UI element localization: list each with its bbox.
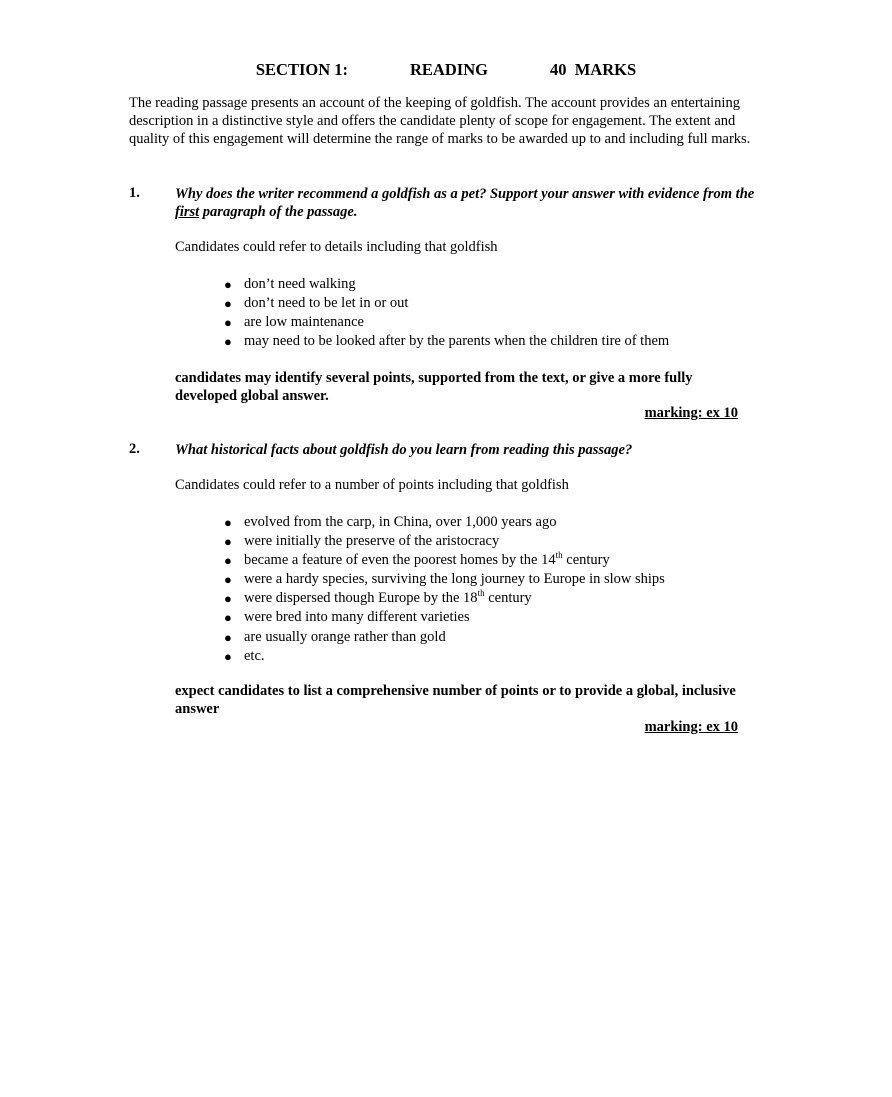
- bullet-icon: ●: [224, 591, 232, 607]
- list-item: ● don’t need to be let in or out: [222, 294, 669, 313]
- bullet-icon: ●: [224, 610, 232, 626]
- question-1-marking: marking: ex 10: [644, 405, 738, 421]
- intro-paragraph: The reading passage presents an account of the keeping of goldfish. The account provides an entertaining description in a distinctive style and offers the candidate plenty of scope for engagement. The extent and quality of this engagement will determine the range of marks to be awarded up to and including full marks.: [129, 95, 751, 148]
- list-item: ● don’t need walking: [222, 275, 669, 294]
- list-item: ● may need to be looked after by the parents when the children tire of them: [222, 332, 669, 351]
- bullet-icon: ●: [224, 648, 232, 664]
- bullet-icon: ●: [224, 296, 232, 312]
- bullet-icon: ●: [224, 515, 232, 530]
- question-2-text: What historical facts about goldfish do you learn from reading this passage?: [175, 442, 633, 458]
- question-1-text-start: Why does the writer recommend a goldfish as a pet? Support your answer with evidence from the: [175, 186, 755, 202]
- bullet-icon: ●: [224, 629, 232, 645]
- list-item: ● became a feature of even the poorest homes by the 14th century: [222, 551, 665, 570]
- bullet-icon: ●: [224, 572, 232, 588]
- question-1-bullet-list: [222, 275, 669, 351]
- question-2-guidance: expect candidates to list a comprehensive number of points or to provide a global, inclusive answer: [175, 683, 736, 717]
- list-item: ● evolved from the carp, in China, over 1,000 years ago: [222, 513, 665, 532]
- section-label: SECTION 1:: [255, 60, 349, 79]
- bullet-icon: ●: [224, 334, 232, 350]
- question-1-guidance: candidates may identify several points, supported from the text, or give a more fully developed global answer.: [175, 370, 693, 404]
- question-2-number: 2.: [129, 441, 140, 457]
- question-2-bullet-list: [222, 513, 665, 666]
- list-item: ● etc.: [222, 647, 665, 666]
- section-heading: [0, 60, 892, 80]
- question-1-text-end: paragraph of the passage.: [199, 204, 358, 220]
- bullet-icon: ●: [224, 277, 232, 292]
- list-item: ● were bred into many different varieties: [222, 608, 665, 627]
- list-item: ● were a hardy species, surviving the long journey to Europe in slow ships: [222, 570, 665, 589]
- bullet-icon: ●: [224, 534, 232, 550]
- list-item: ● were dispersed though Europe by the 18th century: [222, 589, 665, 608]
- question-1-underlined-word: first: [175, 204, 200, 220]
- bullet-icon: ●: [224, 553, 232, 569]
- question-2-marking: marking: ex 10: [644, 719, 738, 735]
- list-item: ● are low maintenance: [222, 313, 669, 332]
- section-name: READING: [410, 60, 488, 79]
- question-1-text: [175, 185, 755, 221]
- bullet-icon: ●: [224, 315, 232, 331]
- question-2-lead: Candidates could refer to a number of points including that goldfish: [175, 477, 569, 493]
- section-marks: 40 MARKS: [549, 60, 637, 79]
- question-1-number: 1.: [129, 185, 140, 201]
- list-item: ● are usually orange rather than gold: [222, 628, 665, 647]
- question-1-lead: Candidates could refer to details including that goldfish: [175, 239, 498, 255]
- list-item: ● were initially the preserve of the aristocracy: [222, 532, 665, 551]
